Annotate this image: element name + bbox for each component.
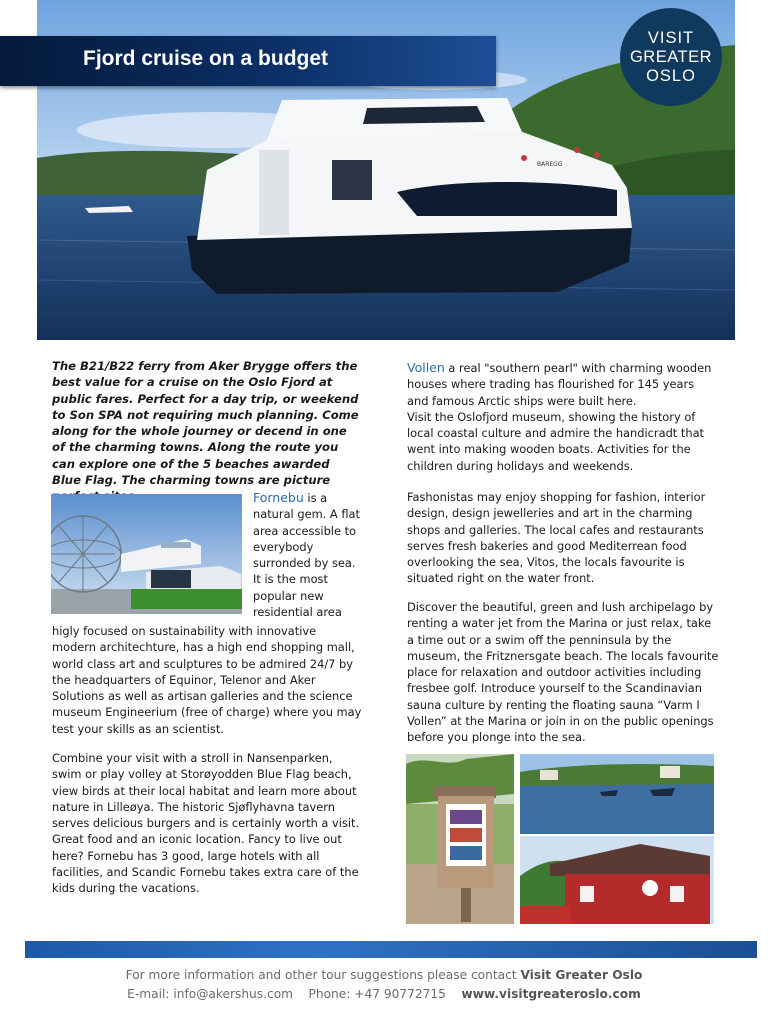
fornebu-side-body: is a natural gem. A flat area accessible to everybody surronded by sea. It is the most popular new residential area xyxy=(253,491,360,620)
book-exchange-photo xyxy=(406,754,514,924)
page-title: Fjord cruise on a budget xyxy=(83,47,329,70)
combine-paragraph: Combine your visit with a stroll in Nansenparken, swim or play volley at Storøyodden Blue Flag beach, view birds at their local habitat and learn more about nature in Lilleøya. The historic Sjøflyhavna tavern serves delicious burgers and is certainly worth a visit. Great food and an iconic location. Fancy to live out here? Fornebu has 3 good, large hotels with all facilities, and Scandic Fornebu takes extra care of the kids during the vacations. xyxy=(52,751,360,896)
fornebu-building-photo-icon xyxy=(51,494,242,614)
vollen-paragraph xyxy=(407,360,719,474)
fornebu-heading: Fornebu xyxy=(253,490,304,505)
fornebu-side-text xyxy=(253,490,365,620)
title-banner xyxy=(0,36,496,86)
footer-org: Visit Greater Oslo xyxy=(520,968,643,982)
discover-paragraph: Discover the beautiful, green and lush archipelago by renting a water jet from the Marina or just relax, take a time out or a swim off the penninsula by the museum, the Fritznersgate beach. The locals favourite place for relaxation and outdoor activities including fresbee golf. Introduce yourself to the Scandinavian sauna culture by renting the floating sauna “Varm I Vollen” at the Marina or join in on the public openings before you plonge into the sea. xyxy=(407,600,719,745)
fornebu-building-photo xyxy=(51,494,242,614)
vollen-heading: Vollen xyxy=(407,360,445,375)
red-house-photo-icon xyxy=(520,836,714,924)
footer-bar xyxy=(25,941,757,958)
book-exchange-photo-icon xyxy=(406,754,514,924)
visit-greater-oslo-logo xyxy=(620,8,722,106)
ship-name-label: BAREGG xyxy=(537,161,563,168)
red-house-photo xyxy=(520,836,714,924)
fornebu-paragraph: higly focused on sustainability with innovative modern architechture, has a high end shopping mall, world class art and sculptures to be admired 24/7 by the headquarters of Equinor, Telenor and Aker Solutions as well as artisan galleries and the science museum Engineerium (free of charge) where you may test your skills as an scientist. xyxy=(52,624,362,736)
intro-paragraph: The B21/B22 ferry from Aker Brygge offers the best value for a cruise on the Oslo Fjord at public fares. Perfect for a day trip, or weekend to Son SPA not requiring much planning. Come along for the whole journey or decend in one of the charming towns. Along the route you can explore one of the 5 beaches awarded Blue Flag. The charming towns are picture xyxy=(52,359,359,488)
harbor-boats-photo xyxy=(520,754,714,834)
footer-prefix: For more information and other tour suggestions please contact xyxy=(125,968,521,982)
footer-details-line xyxy=(0,987,768,1001)
vollen-museum-body: Visit the Oslofjord museum, showing the history of local coastal culture and admire the handicradt that went into making wooden boats. Activities for the children during holidays and weekends. xyxy=(407,409,705,473)
logo-line-1: VISIT xyxy=(647,29,695,47)
fashion-paragraph: Fashonistas may enjoy shopping for fashion, interior design, design jewelleries and art in the charming shops and galleries. The local cafes and restaurants serves fresh bakeries and good Mediterrean food overlooking the sea, Vitos, the locals favourite is situated right on the water front. xyxy=(407,490,706,586)
footer-website-link[interactable]: www.visitgreateroslo.com xyxy=(461,987,641,1001)
vollen-body: a real "southern pearl" with charming wooden houses where trading has flourished for 145 years and famous Arctic ships were built here. xyxy=(407,361,712,408)
footer-email: E-mail: info@akershus.com xyxy=(127,987,294,1001)
harbor-boats-photo-icon xyxy=(520,754,714,834)
logo-line-3: OSLO xyxy=(646,67,696,85)
footer-contact-line xyxy=(0,968,768,982)
logo-line-2: GREATER xyxy=(629,48,713,66)
footer-phone: Phone: +47 90772715 xyxy=(308,987,446,1001)
